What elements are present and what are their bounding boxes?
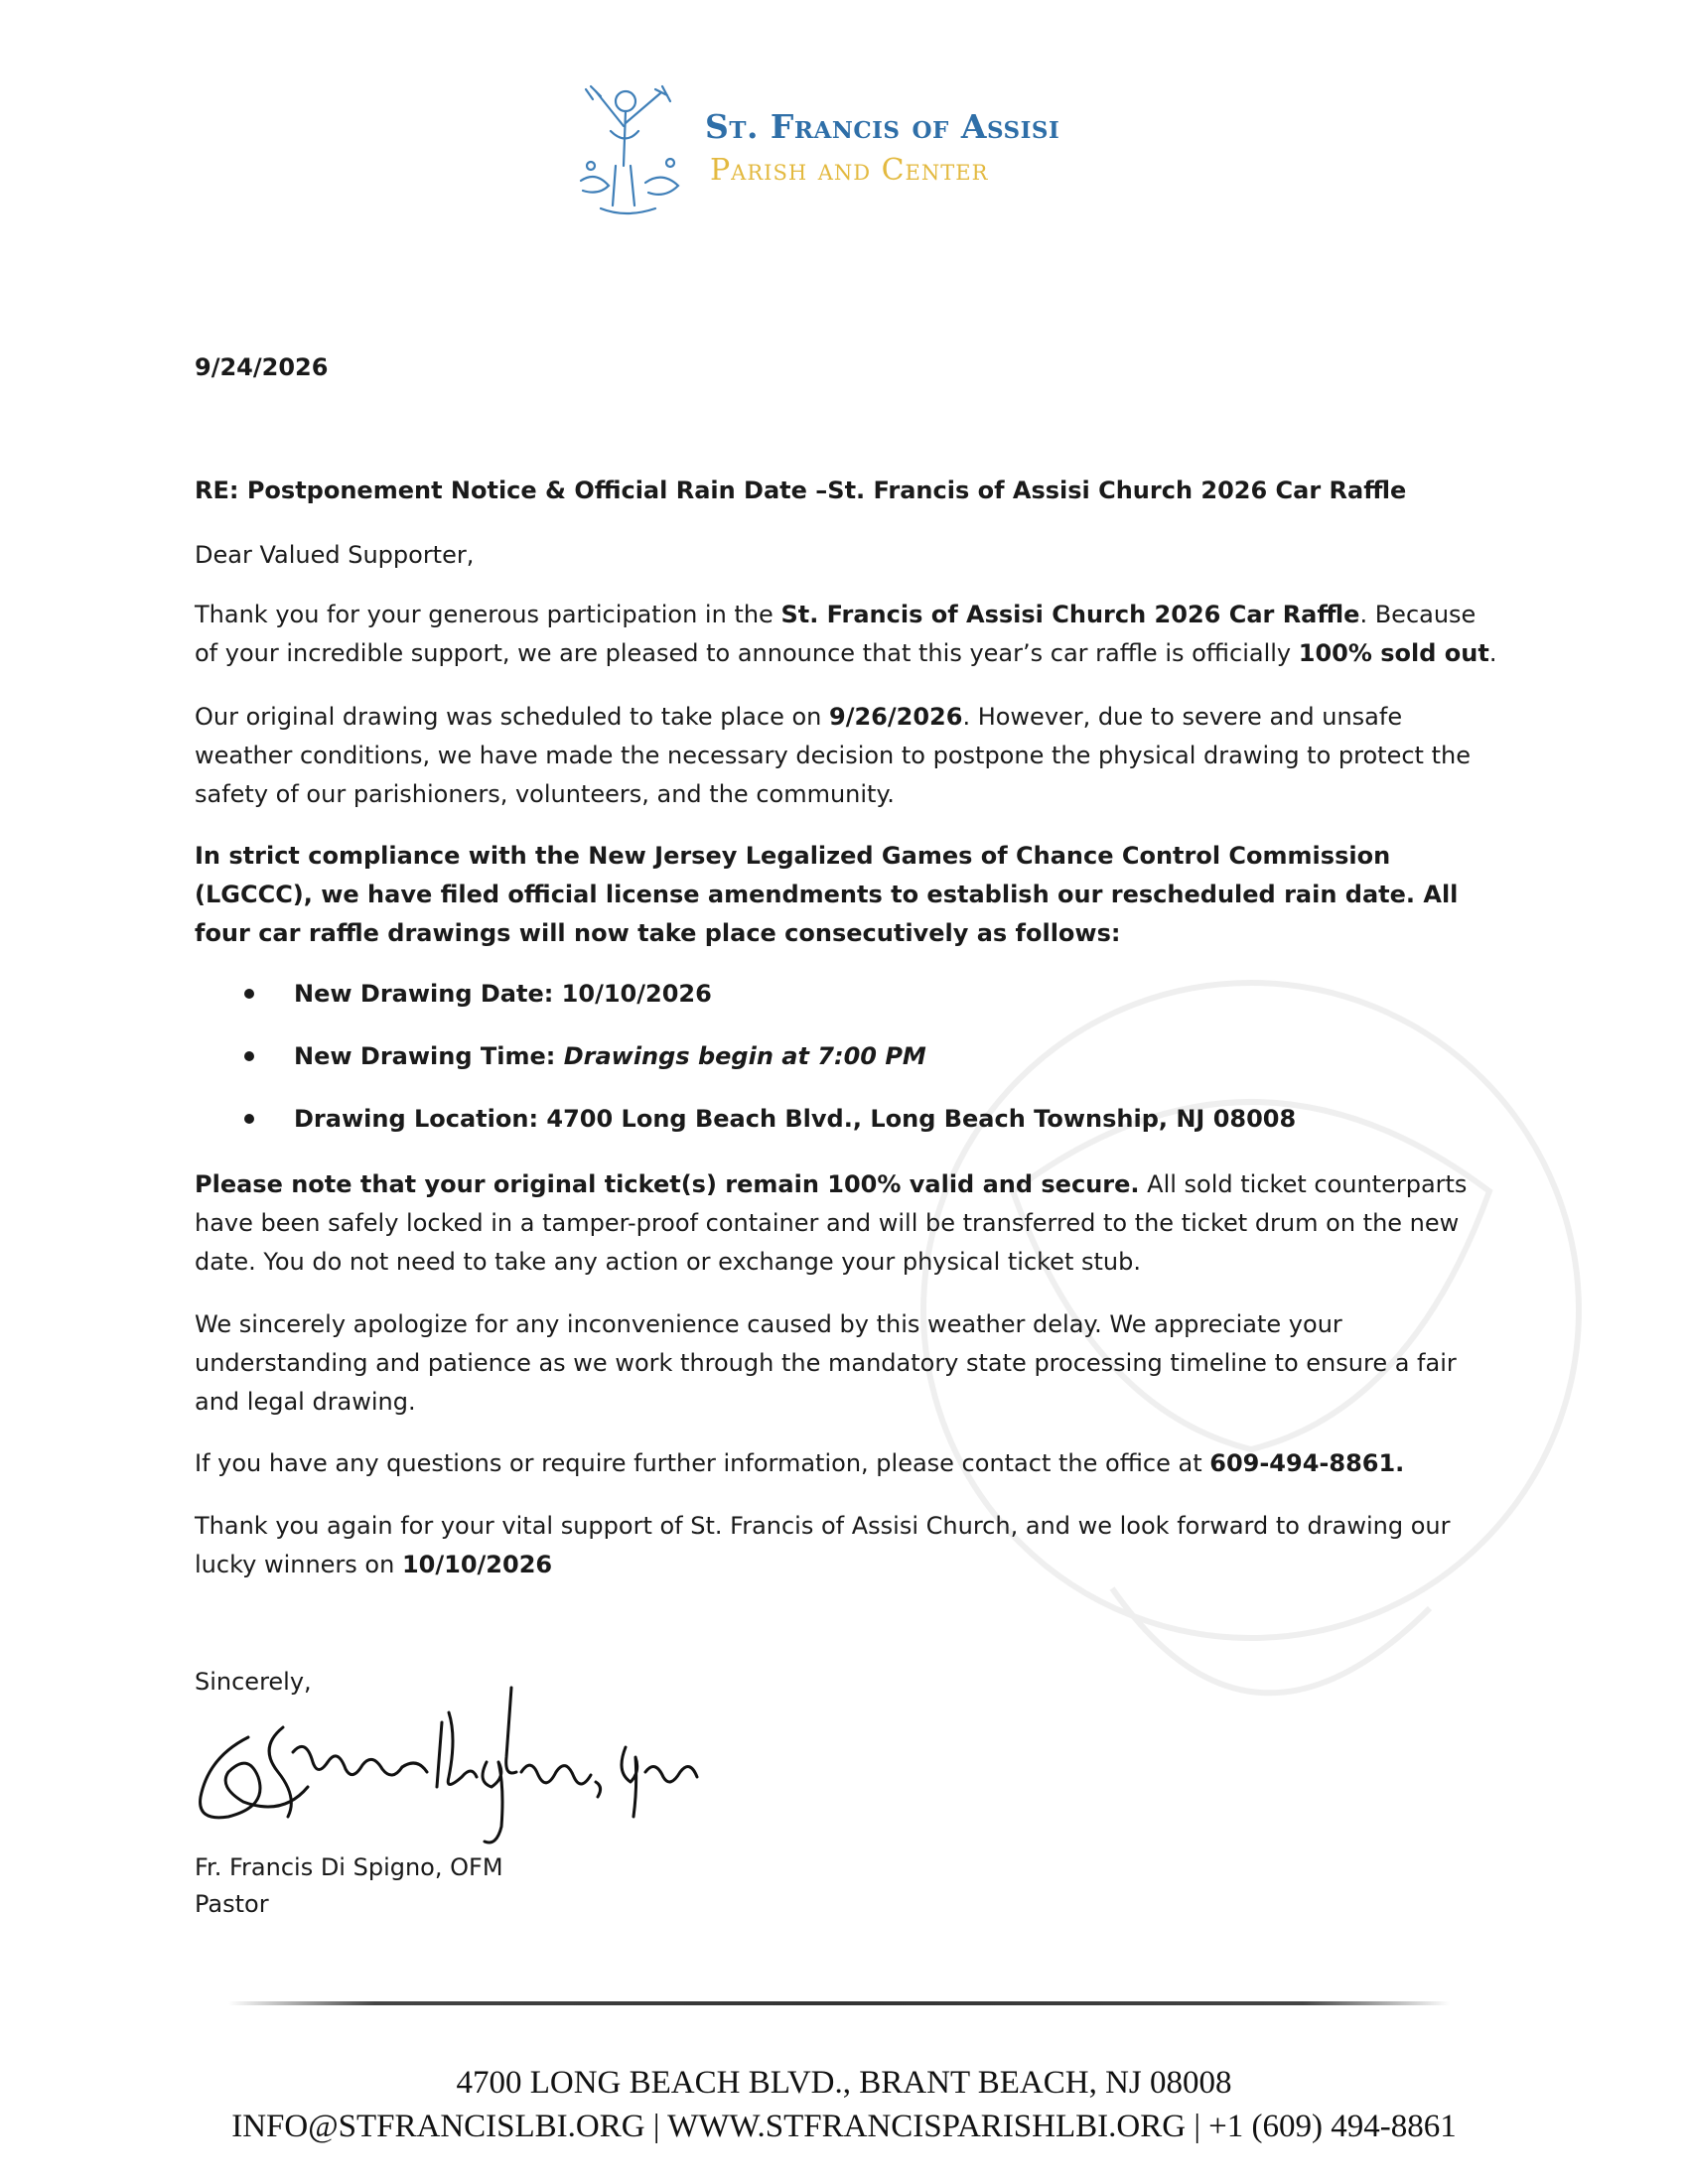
drawing-details-list	[244, 978, 1296, 1165]
footer-contact: INFO@STFRANCISLBI.ORG | WWW.STFRANCISPARISHLBI.ORG | +1 (609) 494-8861	[231, 2109, 1457, 2144]
para4-text-1: All sold ticket counterparts have been safely locked in a tamper-proof container and will be transferred to the ticket drum on the new date. You do not need to take any action or exchange your physical ticket stub.	[195, 1170, 1468, 1276]
letter-date: 9/24/2026	[195, 353, 329, 381]
drawing-time-label: New Drawing Time:	[294, 1042, 564, 1070]
list-item-drawing-location	[244, 1103, 1296, 1165]
footer-address: 4700 LONG BEACH BLVD., BRANT BEACH, NJ 08008	[456, 2065, 1232, 2101]
closing: Sincerely,	[195, 1668, 312, 1696]
ticket-validity-notice: Please note that your original ticket(s) remain 100% valid and secure.	[195, 1170, 1140, 1198]
paragraph-thank-you	[195, 596, 1505, 673]
footer-divider	[228, 2001, 1450, 2005]
paragraph-contact	[195, 1444, 1505, 1483]
drawing-location: Drawing Location: 4700 Long Beach Blvd., Long Beach Township, NJ 08008	[294, 1105, 1297, 1133]
original-drawing-date: 9/26/2026	[829, 703, 963, 731]
para2-text-2: . However, due to severe and unsafe weather conditions, we have made the necessary decision to postpone the physical drawing to protect the safety of our parishioners, volunteers, and the community.	[195, 703, 1471, 808]
para1-text-1: Thank you for your generous participation in the	[195, 601, 781, 628]
paragraph-original-drawing	[195, 698, 1505, 814]
subject-line: RE: Postponement Notice & Official Rain Date –St. Francis of Assisi Church 2026 Car Raffle	[195, 477, 1407, 504]
para6-text-1: If you have any questions or require further information, please contact the office at	[195, 1449, 1210, 1477]
new-drawing-date-mention: 10/10/2026	[401, 1551, 553, 1578]
handwritten-signature	[189, 1678, 745, 1856]
org-name: St. Francis of Assisi	[705, 107, 1060, 146]
para1-text-2: . Because of your incredible support, we are pleased to announce that this year’s car raffle is officially	[195, 601, 1477, 667]
paragraph-apology: We sincerely apologize for any inconvenience caused by this weather delay. We appreciate your understanding and patience as we work through the mandatory state processing timeline to ensure a fair and legal drawing.	[195, 1310, 1457, 1416]
sold-out-status: 100% sold out	[1298, 639, 1489, 667]
bullet-icon	[244, 1114, 254, 1124]
drawing-date: New Drawing Date: 10/10/2026	[294, 980, 712, 1008]
org-subtitle: Parish and Center	[710, 153, 989, 188]
letterhead	[571, 71, 1127, 230]
salutation: Dear Valued Supporter,	[195, 541, 475, 569]
paragraph-ticket-validity	[195, 1165, 1505, 1282]
bullet-icon	[244, 989, 254, 999]
paragraph-compliance: In strict compliance with the New Jersey Legalized Games of Chance Control Commission (LGCCC), we have filed official license amendments to establish our rescheduled rain date. All four car raffle drawings will now take place consecutively as follows:	[195, 842, 1459, 947]
st-francis-logo-icon	[571, 71, 700, 220]
list-item-drawing-time	[244, 1040, 1296, 1103]
bullet-icon	[244, 1051, 254, 1061]
signer-title: Pastor	[195, 1890, 269, 1918]
para1-text-3: .	[1488, 639, 1497, 667]
paragraph-closing-thanks	[195, 1507, 1505, 1584]
office-phone: 609-494-8861.	[1209, 1449, 1405, 1477]
raffle-name: St. Francis of Assisi Church 2026 Car Raffle	[780, 601, 1360, 628]
drawing-time-value: Drawings begin at 7:00 PM	[563, 1042, 926, 1070]
list-item-drawing-date	[244, 978, 1296, 1040]
para7-text-1: Thank you again for your vital support of St. Francis of Assisi Church, and we look forward to drawing our lucky winners on	[195, 1512, 1451, 1578]
signer-name: Fr. Francis Di Spigno, OFM	[195, 1853, 503, 1881]
para2-text-1: Our original drawing was scheduled to take place on	[195, 703, 829, 731]
